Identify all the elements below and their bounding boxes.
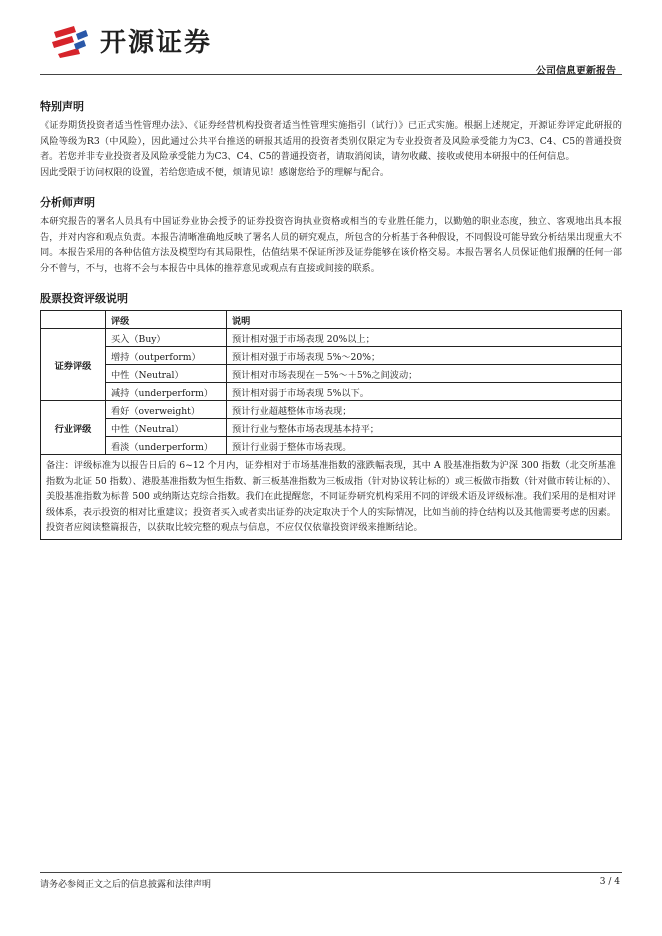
page-number: 3 / 4 [599,877,620,887]
rating-level: 增持（outperform） [106,347,227,365]
table-header-row [41,311,622,329]
table-note-row [41,455,622,540]
table-header-level: 评级 [106,311,227,329]
rating-level: 减持（underperform） [106,383,227,401]
special-statement-paragraph: 因此受限于访问权限的设置，若给您造成不便，烦请见谅！感谢您给予的理解与配合。 [40,166,390,178]
rating-desc: 预计行业超越整体市场表现； [227,401,622,419]
rating-level: 中性（Neutral） [106,419,227,437]
page-header [0,0,662,80]
table-row [41,437,622,455]
table-row [41,401,622,419]
rating-level: 看好（overweight） [106,401,227,419]
rating-level: 看淡（underperform） [106,437,227,455]
rating-desc: 预计相对强于市场表现 20%以上； [227,329,622,347]
rating-desc: 预计相对弱于市场表现 5%以下。 [227,383,622,401]
rating-category: 证券评级 [41,329,106,401]
special-statement-title: 特别声明 [40,100,84,113]
rating-desc: 预计行业弱于整体市场表现。 [227,437,622,455]
rating-table [40,310,622,540]
rating-desc: 预计相对市场表现在－5%～＋5%之间波动； [227,365,622,383]
table-row [41,347,622,365]
table-header-empty [41,311,106,329]
page-content [40,98,622,554]
analyst-statement-paragraph: 本研究报告的署名人员具有中国证券业协会授予的证券投资咨询执业资格或相当的专业胜任能力，以勤勉的职业态度，独立、客观地出具本报告，并对内容和观点负责。本报告清晰准确地反映了署名人员的研究观点，所包含的分析基于各种假设，不同假设可能导致分析结果出现重大不同。本报告采用的各种估值方法及模型均有其局限性，估值结果不保证所涉及证券能够在该价格交易。本报告署名人员保证他们报酬的任何一部分不曾与，不与，也将不会与本报告中具体的推荐意见或观点有直接或间接的联系。 [40,216,622,274]
logo-mark-icon [52,24,92,58]
footer-divider [40,872,622,873]
rating-desc: 预计行业与整体市场表现基本持平； [227,419,622,437]
analyst-statement-section [40,194,622,276]
header-divider [40,74,622,75]
special-statement-paragraph: 《证券期货投资者适当性管理办法》、《证券经营机构投资者适当性管理实施指引（试行）》已正式实施。根据上述规定，开源证券评定此研报的风险等级为R3（中风险），因此通过公共平台推送的研报其适用的投资者类别仅限定为专业投资者及风险承受能力为C3、C4、C5的普通投资者。若您并非专业投资者及风险承受能力为C3、C4、C5的普通投资者，请取消阅读，请勿收藏、接收或使用本研报中的任何信息。 [40,120,622,162]
rating-category: 行业评级 [41,401,106,455]
rating-title: 股票投资评级说明 [40,292,128,305]
rating-section [40,290,622,540]
footer-disclaimer: 请务必参阅正文之后的信息披露和法律声明 [40,880,212,890]
rating-level: 买入（Buy） [106,329,227,347]
logo-text: 开源证券 [100,28,213,58]
table-row [41,419,622,437]
report-type-label: 公司信息更新报告 [536,66,616,77]
table-row [41,329,622,347]
table-row [41,365,622,383]
analyst-statement-title: 分析师声明 [40,196,95,209]
table-row [41,383,622,401]
special-statement-section [40,98,622,180]
rating-note: 备注：评级标准为以报告日后的 6~12 个月内，证券相对于市场基准指数的涨跌幅表现，其中 A 股基准指数为沪深 300 指数（北交所基准指数为北证 50 指数）、港股基准指数为恒生指数、新三板基准指数为三板成指（针对协议转让标的）或三板做市指数（针对做市转让标的）、美股基准指数为标普 500 或纳斯达克综合指数。我们在此提醒您，不同证券研究机构采用不同的评级术语及评级标准。我们采用的是相对评级体系，表示投资的相对比重建议；投资者买入或者卖出证券的决定取决于个人的实际情况，比如当前的持仓结构以及其他需要考虑的因素。投资者应阅读整篇报告，以获取比较完整的观点与信息，不应仅仅依靠投资评级来推断结论。 [41,455,622,540]
company-logo [52,22,212,59]
rating-desc: 预计相对强于市场表现 5%～20%； [227,347,622,365]
rating-level: 中性（Neutral） [106,365,227,383]
table-header-desc: 说明 [227,311,622,329]
